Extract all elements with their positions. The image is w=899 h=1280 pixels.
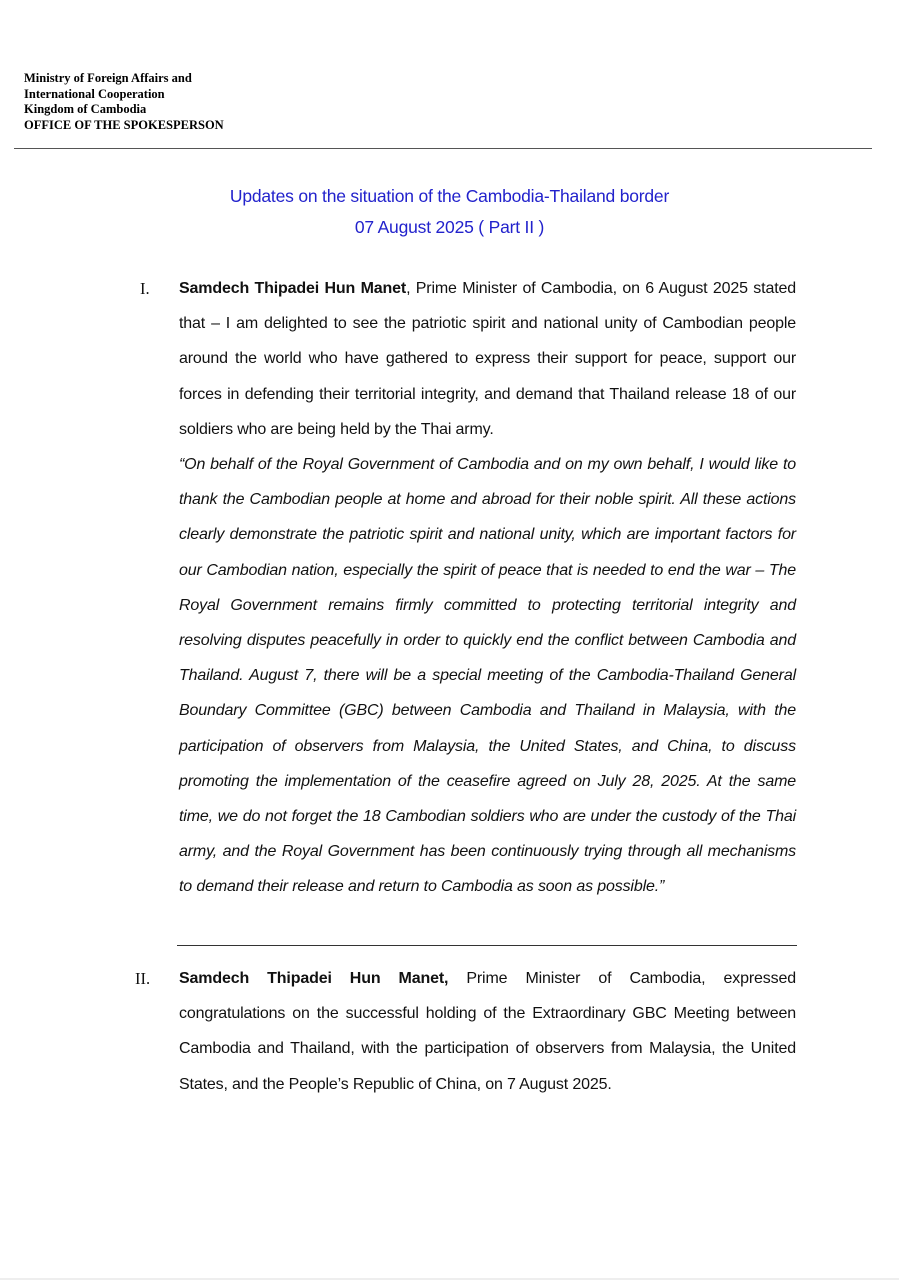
header-line-cooperation: International Cooperation [24,86,165,101]
section-2-statement [179,961,796,1102]
header-line-ministry: Ministry of Foreign Affairs and [24,71,192,85]
section-separator [177,945,797,946]
title-date: 07 August 2025 ( Part II ) [354,217,545,237]
section-1-numeral: I. [140,279,150,298]
section-1-text: , Prime Minister of Cambodia, on 6 August 2025 stated that – I am delighted to see the patriotic spirit and national unity of Cambodian people around the world who have gathered to express their support for peace, support our forces in defending their territorial integrity, and demand that Thailand release 18 of our soldiers who are being held by the Thai army. [179,280,796,438]
header-divider [14,148,872,149]
header-line-kingdom: Kingdom of Cambodia [24,102,147,116]
ministry-header [24,71,224,133]
section-2-speaker: Samdech Thipadei Hun Manet, [179,970,449,987]
title-main: Updates on the situation of the Cambodia-Thailand border [229,186,670,206]
section-1-statement [179,271,796,447]
section-1-speaker: Samdech Thipadei Hun Manet [179,280,407,297]
header-line-office: OFFICE OF THE SPOKESPERSON [24,117,224,132]
document-title [0,181,899,243]
section-2-text: Prime Minister of Cambodia, expressed congratulations on the successful holding of the Extraordinary GBC Meeting between Cambodia and Thailand, with the participation of observers from Malaysia, the United States, and the People’s Republic of China, on 7 August 2025. [179,970,796,1093]
section-2-numeral: II. [135,969,151,988]
section-1-quote: “On behalf of the Royal Government of Cambodia and on my own behalf, I would like to thank the Cambodian people at home and abroad for their noble spirit. All these actions clearly demonstrate the patriotic spirit and national unity, which are important factors for our Cambodian nation, especially the spirit of peace that is needed to end the war – The Royal Government remains firmly committed to protecting territorial integrity and resolving disputes peacefully in order to quickly end the conflict between Cambodia and Thailand. August 7, there will be a special meeting of the Cambodia-Thailand General Boundary Committee (GBC) between Cambodia and Thailand in Malaysia, with the participation of observers from Malaysia, the United States, and China, to discuss promoting the implementation of the ceasefire agreed on July 28, 2025. At the same time, we do not forget the 18 Cambodian soldiers who are under the custody of the Thai army, and the Royal Government has been continuously trying through all mechanisms to demand their release and return to Cambodia as soon as possible.” [179,456,796,896]
